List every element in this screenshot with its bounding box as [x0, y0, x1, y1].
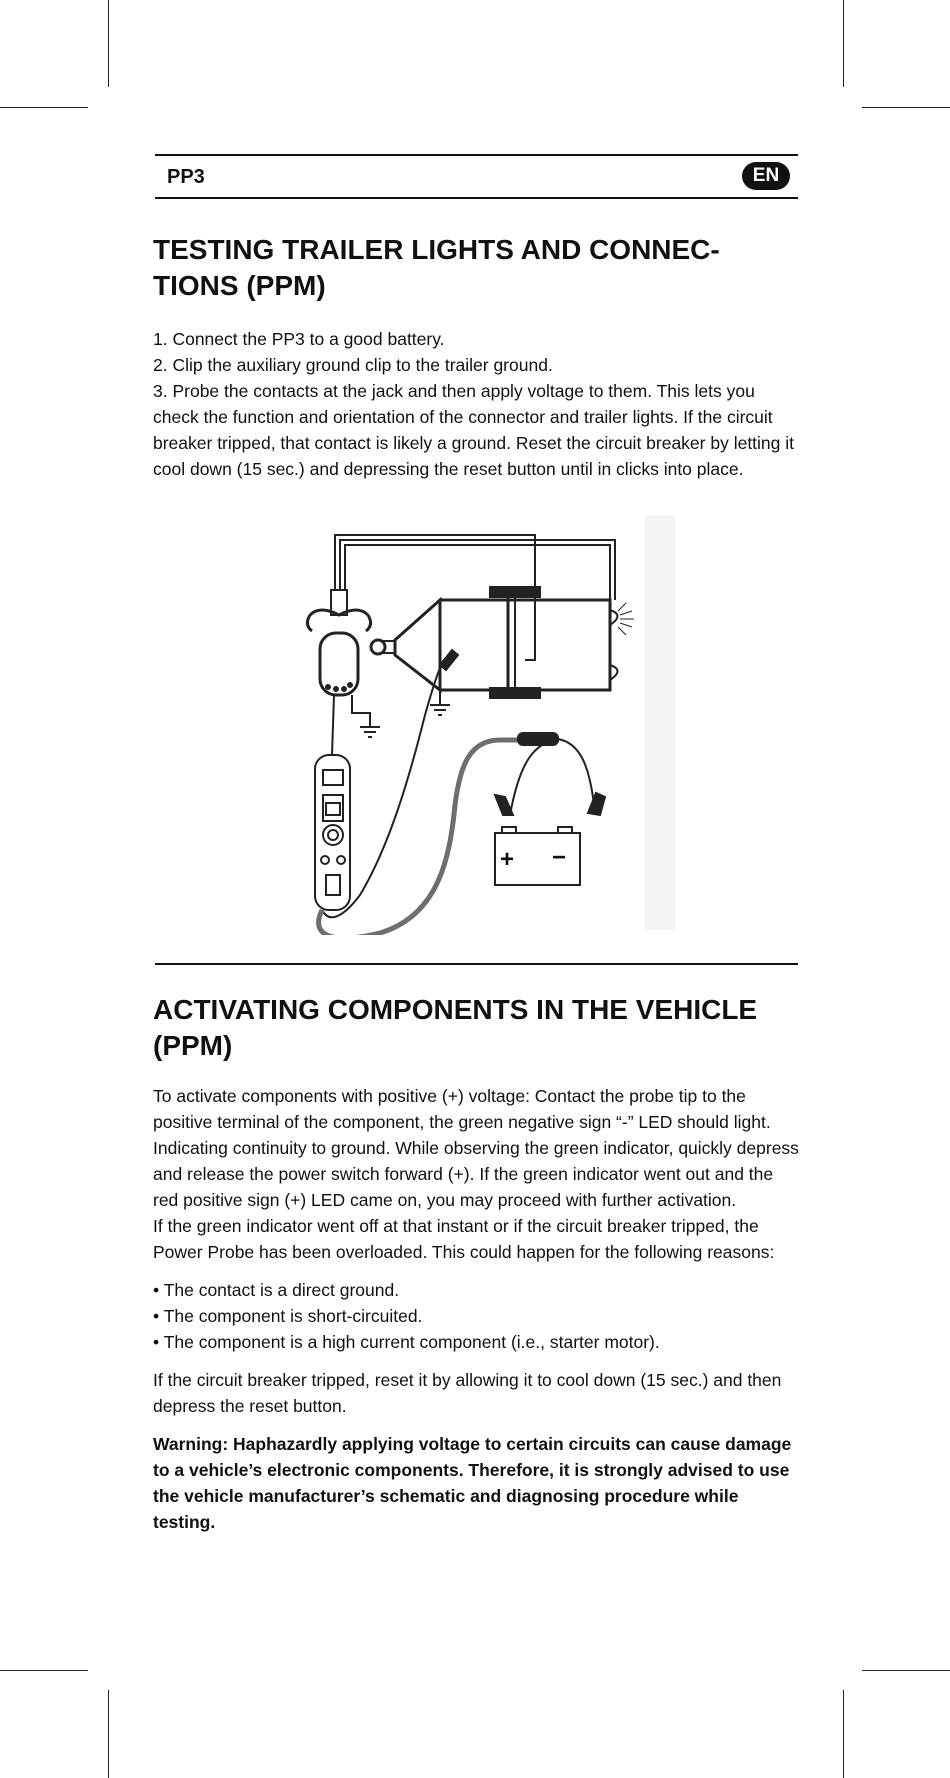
battery-plus-label: + [500, 846, 515, 873]
title-line-1: ACTIVATING COMPONENTS IN THE VEHICLE [153, 994, 758, 1025]
trailer-steps [153, 326, 803, 482]
steps-list [153, 326, 803, 482]
crop-mark-top-right-horizontal [862, 107, 950, 108]
paragraph: If the circuit breaker tripped, reset it by allowing it to cool down (15 sec.) and then depress the reset button. [153, 1370, 782, 1416]
crop-mark-bottom-right-horizontal [862, 1670, 950, 1671]
crop-mark-top-left-horizontal [0, 107, 88, 108]
crop-mark-bottom-left-horizontal [0, 1670, 88, 1671]
step-item: 2. Clip the auxiliary ground clip to the trailer ground. [153, 355, 553, 375]
section-title-trailer-lights [153, 232, 803, 304]
warning-text: Warning: Haphazardly applying voltage to certain circuits can cause damage to a vehicle’s electronic components. Therefore, it is strongly advised to use the vehicle manufacturer’s schematic and diagnosing procedure while testing. [153, 1434, 792, 1532]
overload-reasons-list [153, 1277, 803, 1355]
activation-instructions [153, 1083, 803, 1535]
paragraph: If the green indicator went off at that instant or if the circuit breaker tripped, the Power Probe has been overloaded. This could happen for the following reasons: [153, 1216, 775, 1262]
page-header [155, 154, 798, 199]
crop-mark-bottom-left-vertical [108, 1690, 109, 1778]
step-item: 1. Connect the PP3 to a good battery. [153, 329, 445, 349]
crop-mark-bottom-right-vertical [843, 1690, 844, 1778]
product-code: PP3 [167, 166, 205, 188]
list-item: • The component is short-circuited. [153, 1303, 803, 1329]
title-line-2: TIONS (PPM) [153, 270, 326, 301]
step-item: 3. Probe the contacts at the jack and then apply voltage to them. This lets you check the function and orientation of the connector and trailer lights. If the circuit breaker tripped, that contact is likely a ground. Reset the circuit breaker by letting it cool down (15 sec.) and depressing the reset button until in clicks into place. [153, 381, 795, 479]
battery-minus-label: − [552, 844, 567, 871]
trailer-test-diagram-icon [290, 515, 690, 935]
section-divider [155, 963, 798, 965]
crop-mark-top-left-vertical [108, 0, 109, 87]
title-line-2: (PPM) [153, 1030, 233, 1061]
title-line-1: TESTING TRAILER LIGHTS AND CONNEC- [153, 234, 720, 265]
list-item: • The component is a high current component (i.e., starter motor). [153, 1329, 803, 1355]
language-badge: EN [742, 162, 790, 190]
paragraph: To activate components with positive (+) voltage: Contact the probe tip to the positive terminal of the component, the green negative sign “-” LED should light. Indicating continuity to ground. While observing the green indicator, quickly depress and release the power switch forward (+). If the green indicator went out and the red positive sign (+) LED came on, you may proceed with further activation. [153, 1086, 799, 1210]
list-item: • The contact is a direct ground. [153, 1277, 803, 1303]
section-title-activating-components [153, 992, 803, 1064]
crop-mark-top-right-vertical [843, 0, 844, 87]
